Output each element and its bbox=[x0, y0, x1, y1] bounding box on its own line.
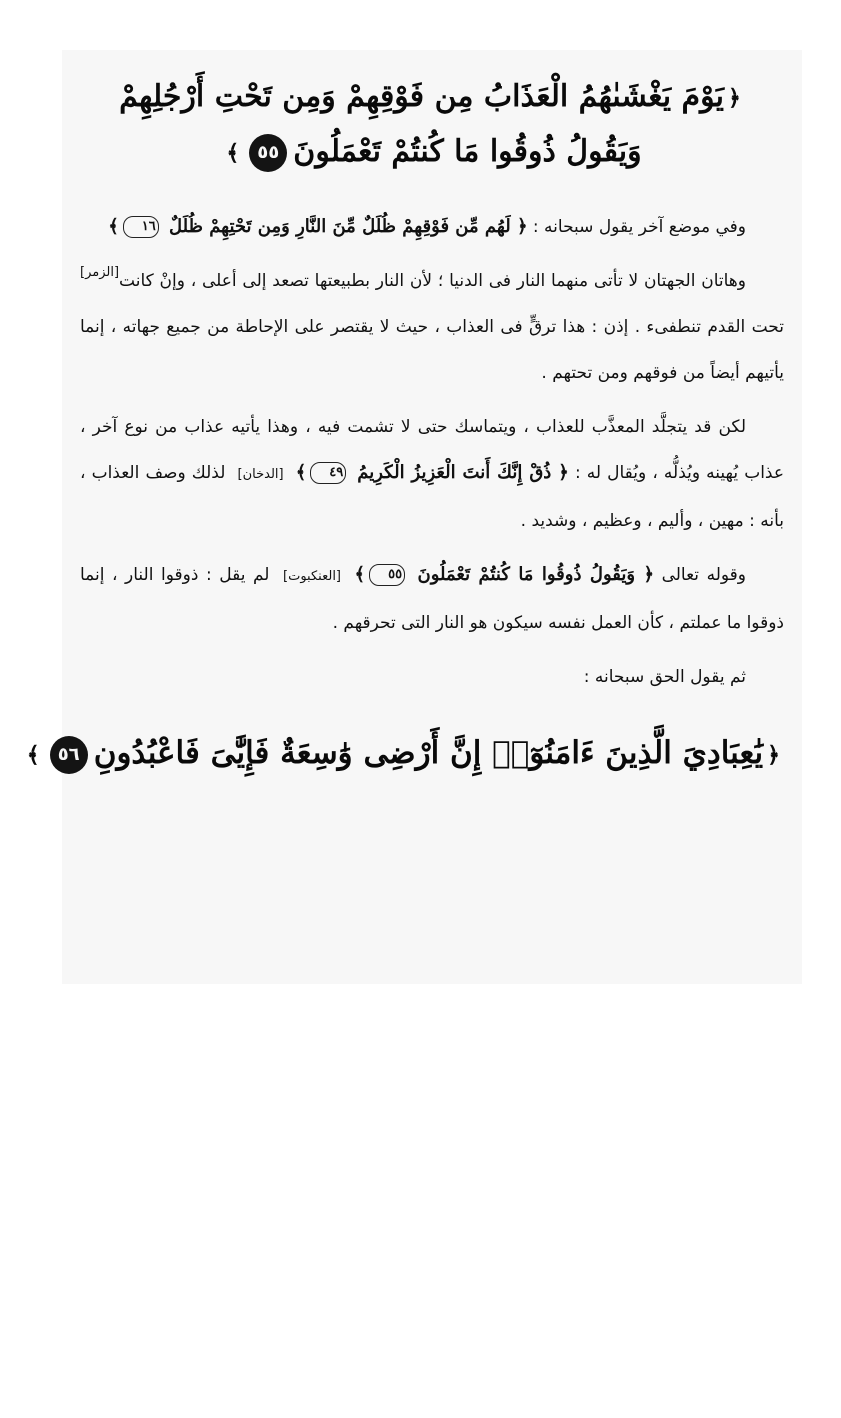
surah-source: [الزمر] bbox=[80, 265, 120, 280]
quote-close-bracket: ﴾ bbox=[295, 462, 307, 483]
verse-open-bracket: ﴿ bbox=[727, 85, 741, 111]
bottom-quran-verse bbox=[26, 726, 784, 782]
page-content bbox=[26, 50, 785, 782]
ayah-number-small: ٤٩ bbox=[310, 462, 346, 484]
surah-source: [الدخان] bbox=[237, 467, 284, 482]
paragraph-transition bbox=[80, 654, 784, 700]
paragraph-text: وهاتان الجهتان لا تأتى منهما النار فى الدنيا ؛ لأن النار بطبيعتها تصعد إلى أعلى ، وإنْ كانت تحت القدم تنطفىء . إذن : هذا ترقٍّ فى العذاب ، حيث لا يقتصر على الإحاطة من جميع جهاته ، إنما يأتيهم أيضاً من فوقهم ومن تحتهم . bbox=[80, 271, 784, 383]
paragraph-ankabut bbox=[80, 552, 784, 646]
paragraph-text-before: لكن قد يتجلَّد المعذَّب للعذاب ، ويتماسك حتى لا تشمت فيه ، وهذا يأتيه عذاب من نوع آخر ، عذاب يُهينه ويُذلُّه ، ويُقال له : bbox=[80, 417, 785, 483]
ayah-number-small: ١٦ bbox=[123, 216, 159, 238]
top-quran-verse bbox=[80, 70, 784, 180]
paragraph-dukhan bbox=[80, 404, 784, 544]
verse-close-bracket: ﴾ bbox=[26, 741, 40, 768]
paragraph-zumar bbox=[80, 204, 784, 280]
ayah-number-small: ٥٥ bbox=[369, 564, 405, 586]
ayah-number-badge: ٥٦ bbox=[50, 736, 88, 774]
top-verse-text-2: وَيَقُولُ ذُوقُوا مَا كُنتُمْ تَعْمَلُونَ bbox=[293, 134, 642, 169]
paragraph-intro: وفي موضع آخر يقول سبحانه : bbox=[532, 217, 746, 237]
paragraph-text: ثم يقول الحق سبحانه : bbox=[583, 667, 746, 687]
quote-close-bracket: ﴾ bbox=[108, 216, 119, 237]
quote-text: وَيَقُولُ ذُوقُوا مَا كُنتُمْ تَعْمَلُونَ bbox=[417, 564, 636, 585]
bottom-verse-line bbox=[26, 726, 784, 782]
quote-text: ذُقْ إِنَّكَ أَنتَ الْعَزِيزُ الْكَرِيمُ bbox=[357, 462, 552, 483]
quote-open-bracket: ﴿ bbox=[643, 564, 655, 585]
bottom-verse-text: يَٰعِبَادِيَ الَّذِينَ ءَامَنُوٓا۟ إِنَّ أَرْضِى وَٰسِعَةٌ فَإِيَّٰىَ فَاعْبُدُونِ bbox=[93, 735, 764, 771]
top-verse-line-1 bbox=[80, 70, 784, 125]
paragraph-intro: وقوله تعالى bbox=[661, 565, 746, 585]
surah-source: [العنكبوت] bbox=[283, 569, 341, 584]
paragraph-text-after: لذلك وصف العذاب ، بأنه : مهين ، وأليم ، وعظيم ، وشديد . bbox=[80, 463, 784, 531]
verse-open-bracket: ﴿ bbox=[767, 741, 780, 768]
quran-quote bbox=[355, 564, 654, 585]
top-verse-text-1: يَوْمَ يَغْشَىٰهُمُ الْعَذَابُ مِن فَوْقِهِمْ وَمِن تَحْتِ أَرْجُلِهِمْ bbox=[119, 79, 724, 114]
top-verse-line-2 bbox=[80, 125, 784, 180]
book-page bbox=[26, 50, 802, 984]
quote-text: لَهُم مِّن فَوْقِهِمْ ظُلَلٌ مِّنَ النَّارِ وَمِن تَحْتِهِمْ ظُلَلٌ bbox=[169, 216, 511, 237]
paragraph-directions bbox=[80, 258, 784, 396]
verse-close-bracket: ﴾ bbox=[226, 140, 240, 166]
quran-quote bbox=[108, 216, 527, 237]
paragraph-text-after: لم يقل : ذوقوا النار ، إنما ذوقوا ما عملتم ، كأن العمل نفسه سيكون هو النار التى تحرقهم . bbox=[80, 565, 784, 633]
quote-open-bracket: ﴿ bbox=[516, 216, 528, 237]
ayah-number-badge: ٥٥ bbox=[249, 134, 287, 172]
quote-close-bracket: ﴾ bbox=[354, 564, 366, 585]
quran-quote bbox=[296, 462, 569, 483]
quote-open-bracket: ﴿ bbox=[558, 462, 569, 483]
